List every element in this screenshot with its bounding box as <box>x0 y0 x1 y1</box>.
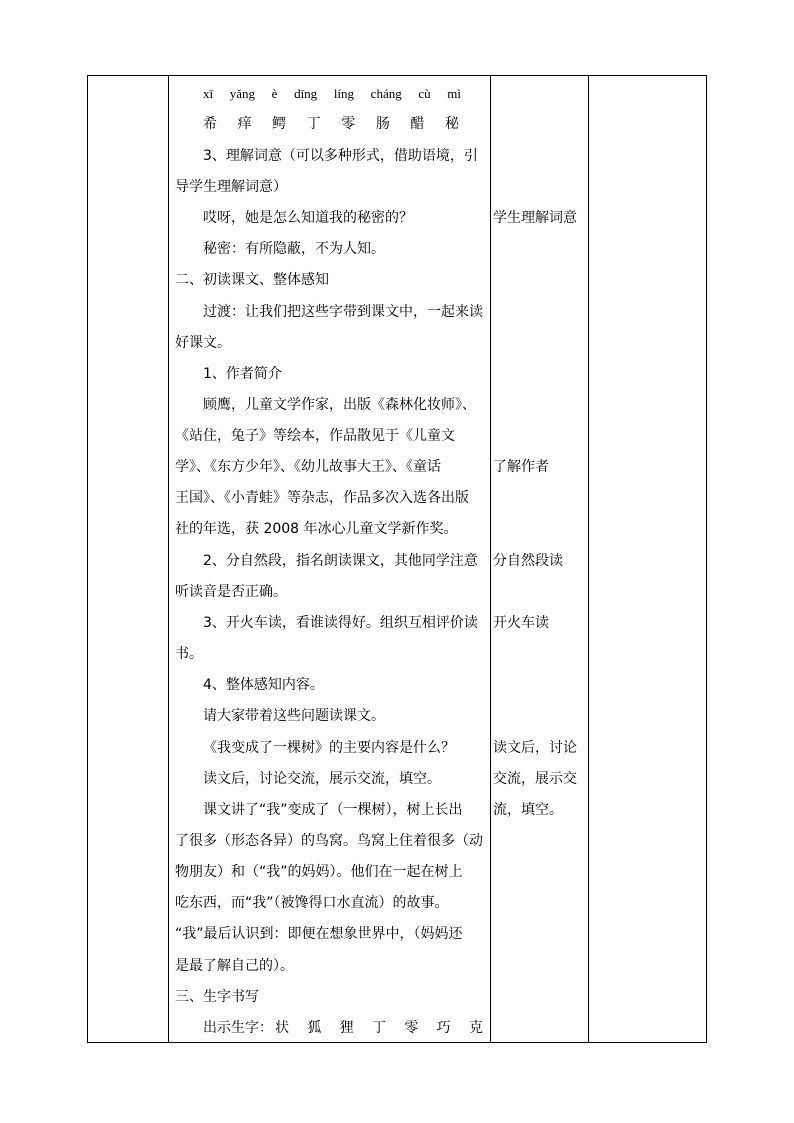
text-line: 听读音是否正确。 <box>175 584 287 600</box>
text-line: 导学生理解词意） <box>175 179 287 195</box>
activity-note: 开火车读 <box>493 615 549 631</box>
pinyin-item: cháng <box>370 86 402 101</box>
text-line: 2、分自然段，指名朗读课文，其他同学注意 <box>203 553 478 569</box>
section-heading: 三、生字书写 <box>175 989 259 1005</box>
text-line: 顾鹰，儿童文学作家，出版《森林化妆师》、 <box>203 397 476 413</box>
text-line: 4、整体感知内容。 <box>203 677 324 693</box>
pinyin-item: yǎng <box>229 86 256 101</box>
pinyin-item: mì <box>447 86 461 101</box>
text-line: 是最了解自己的）。 <box>175 958 294 974</box>
write-character: 零 <box>404 1020 419 1036</box>
pinyin-item: xī <box>203 86 214 101</box>
text-line: 学》、《东方少年》、《幼儿故事大王》、《童话 <box>175 459 441 475</box>
activity-note: 流，填空。 <box>493 802 563 818</box>
text-line: 请大家带着这些问题读课文。 <box>203 708 385 724</box>
column-divider-3 <box>588 76 589 1042</box>
text-line: 《我变成了一棵树》的主要内容是什么？ <box>203 740 455 756</box>
activity-note: 读文后，讨论 <box>493 740 577 756</box>
write-character: 狐 <box>307 1020 322 1036</box>
text-line: 王国》、《小青蛙》等杂志，作品多次入选各出版 <box>175 490 469 506</box>
character-item: 秘 <box>444 116 459 132</box>
pinyin-item: dīng <box>294 86 318 101</box>
pinyin-item: è <box>271 86 278 101</box>
text-line: 课文讲了“我”变成了（一棵树），树上长出 <box>203 802 463 818</box>
write-character: 狸 <box>339 1020 354 1036</box>
write-label: 出示生字： <box>203 1020 273 1036</box>
text-line: 3、开火车读，看谁读得好。组织互相评价读 <box>203 615 478 631</box>
activity-note: 了解作者 <box>493 459 549 475</box>
pinyin-row <box>203 86 461 102</box>
text-line: 过渡：让我们把这些字带到课文中，一起来读 <box>203 304 483 320</box>
character-item: 肠 <box>375 116 390 132</box>
text-line: 《站住，兔子》等绘本，作品散见于《儿童文 <box>175 428 455 444</box>
text-line: 3、理解词意（可以多种形式，借助语境，引 <box>203 148 478 164</box>
text-line: 好课文。 <box>175 335 231 351</box>
activity-note: 交流，展示交 <box>493 771 577 787</box>
character-item: 鳄 <box>272 116 287 132</box>
activity-note: 分自然段读 <box>493 553 563 569</box>
text-line: 社的年选，获 2008 年冰心儿童文学新作奖。 <box>175 521 458 537</box>
text-line: 1、作者简介 <box>203 366 282 382</box>
lesson-table <box>87 75 707 1043</box>
character-item: 痒 <box>237 116 252 132</box>
column-divider-2 <box>490 76 491 1042</box>
section-heading: 二、初读课文、整体感知 <box>175 272 329 288</box>
text-line: 了很多（形态各异）的鸟窝。鸟窝上住着很多（动 <box>175 833 483 849</box>
text-line: 书。 <box>175 646 203 662</box>
character-item: 醋 <box>410 116 425 132</box>
text-line: 哎呀，她是怎么知道我的秘密的？ <box>203 210 413 226</box>
character-item: 希 <box>203 116 217 132</box>
text-line: 物朋友）和（“我”的妈妈）。他们在一起在树上 <box>175 864 463 880</box>
pinyin-item: cù <box>418 86 431 101</box>
pinyin-item: líng <box>333 86 355 101</box>
write-character: 状 <box>275 1020 289 1036</box>
character-item: 丁 <box>306 116 321 132</box>
text-line: 读文后，讨论交流，展示交流，填空。 <box>203 771 441 787</box>
write-character: 丁 <box>371 1020 386 1036</box>
write-character: 巧 <box>436 1020 451 1036</box>
text-line: 吃东西，而“我”（被馋得口水直流）的故事。 <box>175 895 449 911</box>
text-line: 秘密：有所隐蔽，不为人知。 <box>203 241 385 257</box>
character-item: 零 <box>341 116 356 132</box>
write-character: 克 <box>468 1020 483 1036</box>
activity-note: 学生理解词意 <box>493 210 577 226</box>
column-divider-1 <box>168 76 169 1042</box>
write-character-row <box>275 1020 483 1036</box>
text-line: “我”最后认识到：即便在想象世界中，（妈妈还 <box>175 926 463 942</box>
character-row <box>203 116 459 132</box>
